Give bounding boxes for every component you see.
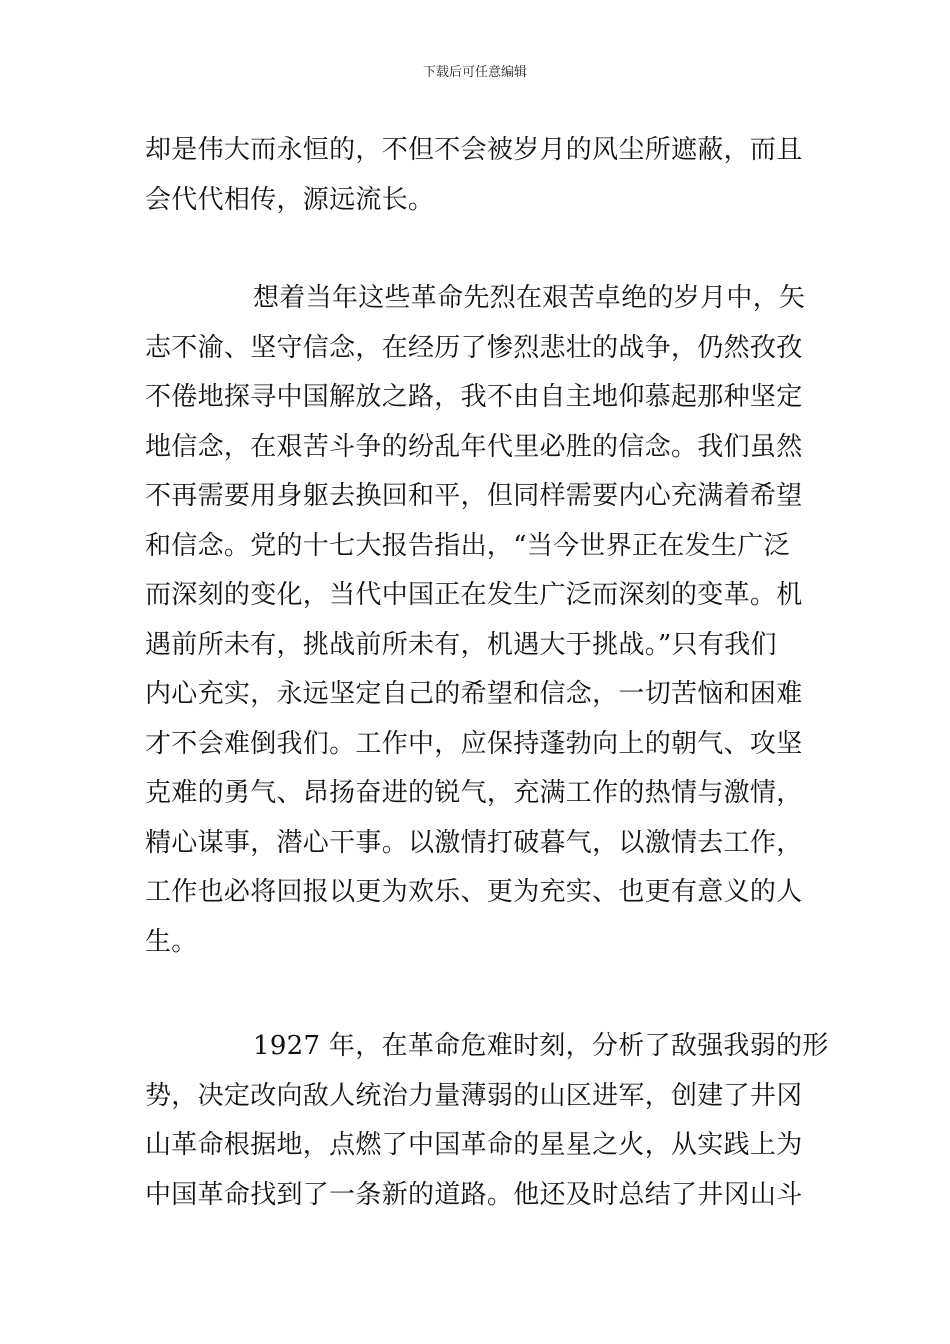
text-line: 势，决定改向敌人统治力量薄弱的山区进军，创建了井冈 (145, 1080, 803, 1111)
text-line: 遇前所未有，挑战前所未有，机遇大于挑战。”只有我们 (145, 629, 777, 660)
header-note: 下载后可任意编辑 (422, 65, 527, 80)
text-line: 会代代相传，源远流长。 (145, 184, 435, 215)
text-line: 克难的勇气、昂扬奋进的锐气，充满工作的热情与激情， (145, 778, 803, 808)
text-line: 山革命根据地，点燃了中国革命的星星之火，从实践上为 (145, 1130, 803, 1160)
text-line: 想着当年这些革命先烈在艰苦卓绝的岁月中，矢 (253, 283, 806, 313)
text-line: 才不会难倒我们。工作中，应保持蓬勃向上的朝气、攻坚 (145, 728, 803, 759)
paragraph-1 (145, 126, 825, 225)
text-line: 1927 年，在革命危难时刻，分析了敌强我弱的形 (253, 1031, 829, 1061)
text-line: 内心充实，永远坚定自己的希望和信念，一切苦恼和困难 (145, 679, 803, 709)
text-line: 中国革命找到了一条新的道路。他还及时总结了井冈山斗 (145, 1179, 803, 1210)
paragraph-3 (145, 1022, 829, 1220)
paragraph-2 (145, 274, 825, 967)
text-line: 地信念，在艰苦斗争的纷乱年代里必胜的信念。我们虽然 (145, 431, 803, 462)
text-line: 和信念。党的十七大报告指出，“当今世界正在发生广泛 (145, 530, 790, 561)
text-line: 志不渝、坚守信念，在经历了惨烈悲壮的战争，仍然孜孜 (145, 332, 803, 363)
text-line: 不再需要用身躯去换回和平，但同样需要内心充满着希望 (145, 481, 803, 511)
text-line: 生。 (145, 926, 198, 957)
text-line: 不倦地探寻中国解放之路，我不由自主地仰慕起那种坚定 (145, 382, 803, 412)
text-line: 却是伟大而永恒的，不但不会被岁月的风尘所遮蔽，而且 (145, 135, 803, 165)
text-line: 而深刻的变化，当代中国正在发生广泛而深刻的变革。机 (145, 580, 803, 610)
text-line: 工作也必将回报以更为欢乐、更为充实、也更有意义的人 (145, 877, 803, 907)
text-line: 精心谋事，潜心干事。以激情打破暮气，以激情去工作， (145, 827, 803, 858)
